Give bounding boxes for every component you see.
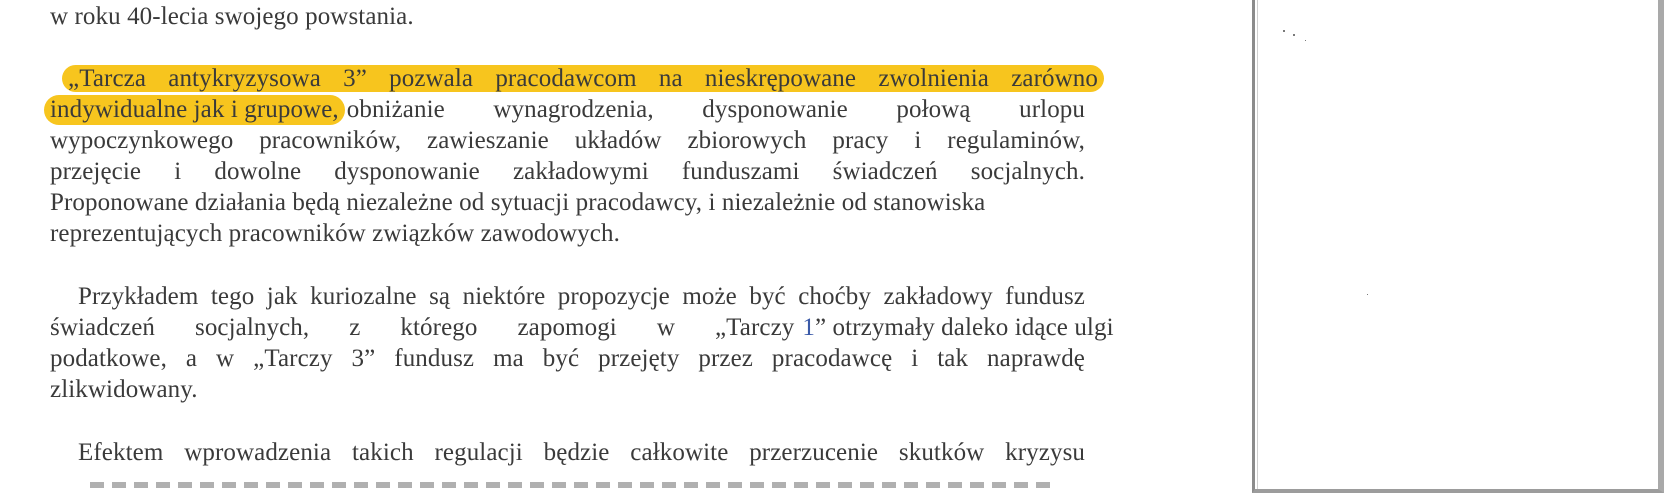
text-line-9 <box>50 313 1114 343</box>
scan-speck <box>1305 40 1306 41</box>
text-line-6: Proponowane działania będą niezależne od sytuacji pracodawcy, i niezależnie od stanowiska <box>50 189 986 216</box>
text-line-10: podatkowe, a w „Tarczy 3” fundusz ma być przejęty przez pracodawcę i tak naprawdę <box>50 345 1085 372</box>
cropped-text-fragment <box>90 482 1050 488</box>
text-line-9-part-1: świadczeń socjalnych, z którego zapomogi w „Tarczy <box>50 314 795 341</box>
text-line-7: reprezentujących pracowników związków zawodowych. <box>50 220 620 247</box>
page-inner-edge <box>1257 0 1258 489</box>
text-line-12: Efektem wprowadzenia takich regulacji będzie całkowite przerzucenie skutków kryzysu <box>78 439 1085 466</box>
scan-speck <box>1367 294 1368 295</box>
text-line-5: przejęcie i dowolne dysponowanie zakładowymi funduszami świadczeń socjalnych. <box>50 158 1085 185</box>
text-line-11: zlikwidowany. <box>50 376 198 403</box>
text-line-1: w roku 40-lecia swojego powstania. <box>50 3 414 30</box>
highlighted-text: „Tarcza antykryzysowa 3” pozwala pracodawcom na nieskrępowane zwolnienia zarówno <box>62 65 1104 92</box>
scan-speck <box>1293 34 1295 36</box>
document-page-right <box>1252 0 1664 493</box>
text-line-9-number: 1 <box>802 314 815 341</box>
text-line-8: Przykładem tego jak kuriozalne są niektóre propozycje może być choćby zakładowy fundusz <box>78 283 1085 310</box>
text-line-4: wypoczynkowego pracowników, zawieszanie układów zbiorowych pracy i regulaminów, <box>50 127 1085 154</box>
text-line-3 <box>50 95 1085 125</box>
text-line-2 <box>68 64 1098 94</box>
text-line-3-rest: obniżanie wynagrodzenia, dysponowanie połową urlopu <box>346 96 1085 123</box>
highlighted-text-continued: indywidualne jak i grupowe, <box>44 95 345 125</box>
cropped-bottom-line <box>90 480 1050 496</box>
scan-speck <box>1283 30 1285 32</box>
text-line-9-part-2: ” otrzymały daleko idące ulgi <box>815 314 1114 341</box>
text-line-3-rest-wrap <box>339 95 1085 125</box>
